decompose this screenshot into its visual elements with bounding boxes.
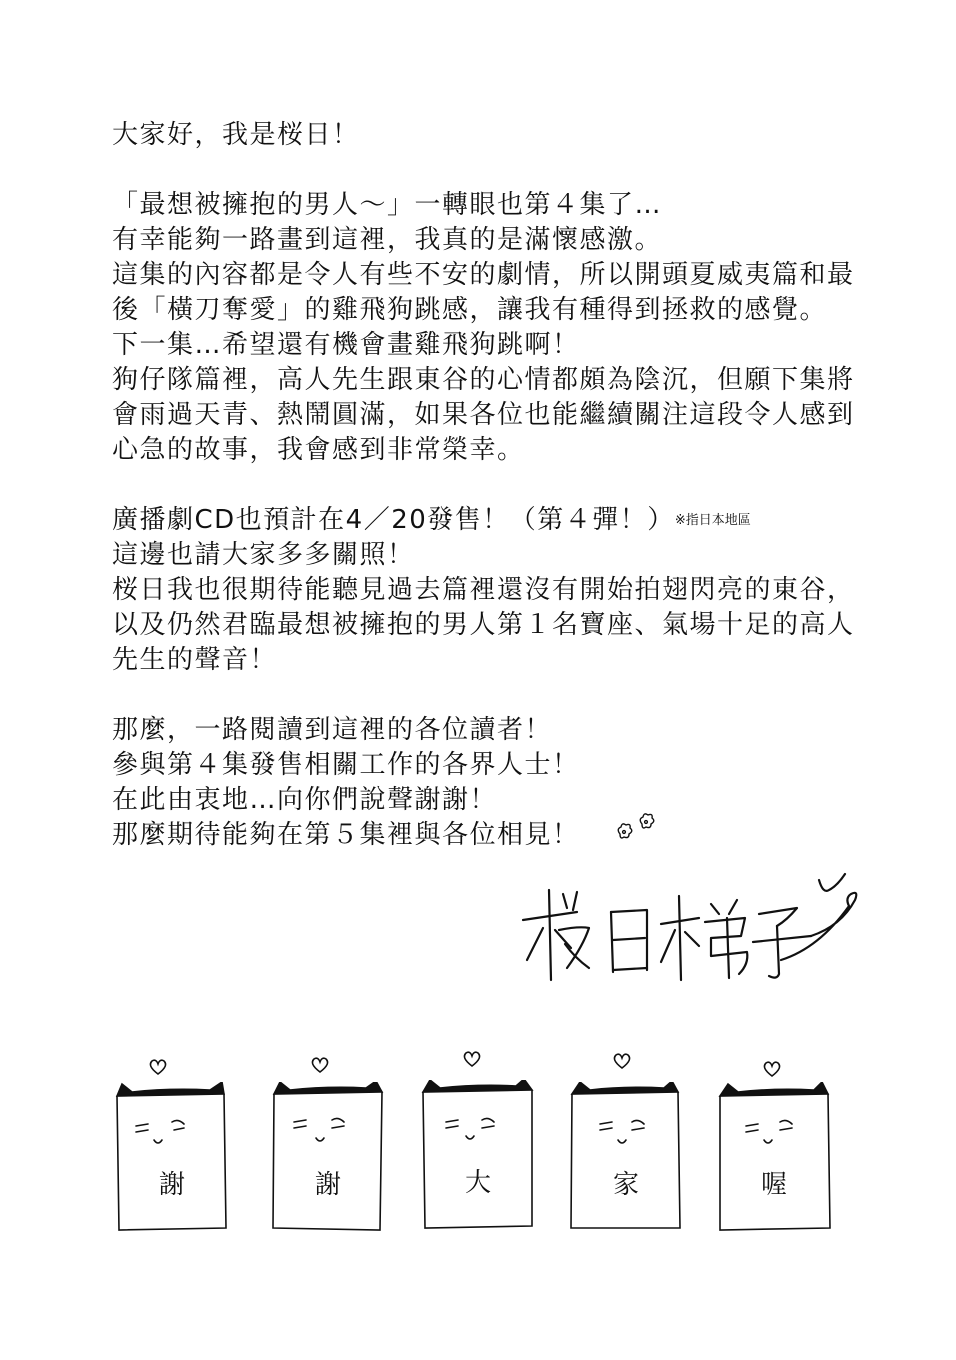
letter-line: 「最想被擁抱的男人～」一轉眼也第４集了… bbox=[112, 190, 663, 220]
thanks-line: 在此由衷地…向你們說聲謝謝！ bbox=[112, 785, 498, 815]
thanks-line: 參與第４集發售相關工作的各界人士！ bbox=[112, 750, 580, 780]
closing-line: 那麼期待能夠在第５集裡與各位相見！ bbox=[112, 820, 580, 850]
thank-you-card bbox=[114, 1082, 230, 1232]
thank-you-card bbox=[420, 1080, 536, 1230]
letter-line: 這集的內容都是令人有些不安的劇情，所以開頭夏威夷篇和最 bbox=[112, 260, 855, 290]
card-glyph: 謝 bbox=[158, 1170, 185, 1200]
letter-line: 有幸能夠一路畫到這裡，我真的是滿懷感激。 bbox=[112, 225, 663, 255]
letter-line: 會雨過天青、熱鬧圓滿，如果各位也能繼續關注這段令人感到 bbox=[112, 400, 855, 430]
letter-line: 心急的故事，我會感到非常榮幸。 bbox=[112, 435, 525, 465]
greeting-line: 大家好，我是桜日！ bbox=[112, 120, 360, 150]
letter-line: 以及仍然君臨最想被擁抱的男人第１名寶座、氣場十足的高人 bbox=[112, 610, 855, 640]
card-glyph: 大 bbox=[464, 1168, 491, 1198]
card-frame bbox=[716, 1082, 832, 1232]
card-frame bbox=[420, 1080, 536, 1230]
letter-line: 這邊也請大家多多關照！ bbox=[112, 540, 415, 570]
card-frame bbox=[568, 1082, 684, 1232]
card-frame bbox=[114, 1082, 230, 1232]
thanks-line: 那麼，一路閱讀到這裡的各位讀者！ bbox=[112, 715, 553, 745]
heart-icon bbox=[462, 1050, 482, 1068]
card-glyph: 喔 bbox=[760, 1170, 787, 1200]
letter-line: 狗仔隊篇裡，高人先生跟東谷的心情都頗為陰沉，但願下集將 bbox=[112, 365, 855, 395]
card-frame bbox=[270, 1082, 386, 1232]
heart-icon bbox=[612, 1052, 632, 1070]
region-note: ※指日本地區 bbox=[674, 513, 751, 528]
letter-line: 下一集…希望還有機會畫雞飛狗跳啊！ bbox=[112, 330, 580, 360]
card-glyph: 謝 bbox=[314, 1170, 341, 1200]
thank-you-card bbox=[270, 1082, 386, 1232]
letter-line: 先生的聲音！ bbox=[112, 645, 278, 675]
card-glyph: 家 bbox=[612, 1170, 639, 1200]
thank-you-card bbox=[716, 1082, 832, 1232]
letter-line: 桜日我也很期待能聽見過去篇裡還沒有開始拍翅閃亮的東谷， bbox=[112, 575, 855, 605]
letter-line: 後「橫刀奪愛」的雞飛狗跳感，讓我有種得到拯救的感覺。 bbox=[112, 295, 828, 325]
drama-cd-text: 廣播劇CD也預計在4／20發售！（第４彈！） bbox=[112, 505, 675, 535]
heart-icon bbox=[310, 1056, 330, 1074]
heart-icon bbox=[148, 1058, 168, 1076]
heart-icon bbox=[762, 1060, 782, 1078]
thank-you-card bbox=[568, 1082, 684, 1232]
